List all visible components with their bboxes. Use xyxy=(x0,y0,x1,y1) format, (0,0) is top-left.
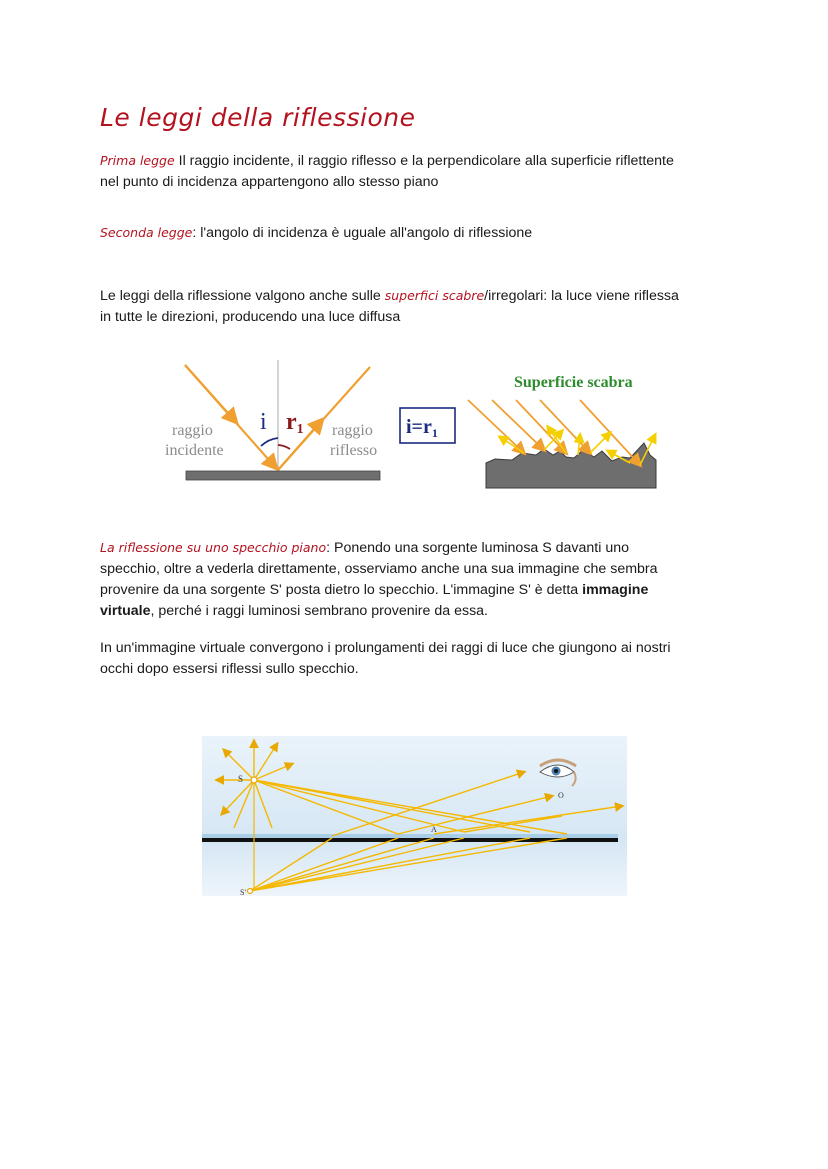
flat-surface xyxy=(186,471,380,480)
second-law-text: : l'angolo di incidenza è uguale all'angolo di riflessione xyxy=(192,225,533,241)
second-law-paragraph xyxy=(100,222,740,244)
virtual-image-label: S' xyxy=(240,888,246,896)
first-law-paragraph xyxy=(100,150,740,193)
incident-label-2: incidente xyxy=(165,442,224,459)
virtual-line1: In un'immagine virtuale convergono i prolungamenti dei raggi di luce che giungono ai nostri xyxy=(100,640,671,656)
source-label: S xyxy=(238,774,244,784)
first-law-text-1: Il raggio incidente, il raggio riflesso e la perpendicolare alla superficie riflettente xyxy=(174,153,674,169)
mirror-line1: : Ponendo una sorgente luminosa S davanti uno xyxy=(326,540,630,556)
rough-text-line2: in tutte le direzioni, producendo una luce diffusa xyxy=(100,309,401,325)
rough-surface-title: Superficie scabra xyxy=(514,374,633,391)
second-law-label: Seconda legge xyxy=(100,225,193,240)
page-title: Le leggi della riflessione xyxy=(100,103,416,132)
point-a-label: A xyxy=(431,825,437,834)
angle-i-label: i xyxy=(260,409,267,435)
reflected-label-1: raggio xyxy=(332,422,373,439)
rough-surface xyxy=(486,443,656,488)
mirror-bold-1: immagine xyxy=(582,582,649,598)
scattered-ray xyxy=(590,433,610,453)
rough-incident-ray xyxy=(516,400,566,453)
reflected-label-2: riflesso xyxy=(330,442,378,459)
scattered-ray xyxy=(548,427,566,453)
source-point xyxy=(251,777,257,783)
observer-label: O xyxy=(558,791,564,800)
rough-text-before: Le leggi della riflessione valgono anche sulle xyxy=(100,288,385,304)
angle-r-label: r1 xyxy=(286,409,304,437)
first-law-text-2: nel punto di incidenza appartengono allo stesso piano xyxy=(100,174,439,190)
mirror-line3: provenire da una sorgente S' posta dietro lo specchio. L'immagine S' è detta xyxy=(100,582,583,598)
equation-label: $i=r_1$ xyxy=(406,416,438,440)
angle-i-arc xyxy=(261,438,278,446)
virtual-image-paragraph xyxy=(100,638,740,680)
scattered-ray xyxy=(500,437,524,453)
rough-incident-ray xyxy=(540,400,590,453)
first-law-label: Prima legge xyxy=(100,153,175,168)
rough-highlight: superfici scabre xyxy=(384,288,485,303)
mirror-paragraph xyxy=(100,537,740,622)
scattered-ray xyxy=(578,435,580,455)
mirror-line4: , perché i raggi luminosi sembrano provenire da essa. xyxy=(150,603,488,619)
rough-text-after: /irregolari: la luce viene riflessa xyxy=(484,288,679,304)
mirror-bold-2: virtuale xyxy=(100,603,151,619)
mirror-line2: specchio, oltre a vederla direttamente, osserviamo anche una sua immagine che sembra xyxy=(100,561,658,577)
mirror-label: La riflessione su uno specchio piano xyxy=(100,540,327,555)
plane-mirror-diagram xyxy=(202,736,627,896)
rough-surface-paragraph xyxy=(100,285,760,328)
reflection-law-diagram xyxy=(150,355,670,495)
rough-incident-ray xyxy=(468,400,524,453)
virtual-line2: occhi dopo essersi riflessi sullo specchio. xyxy=(100,661,359,677)
virtual-image-point xyxy=(248,889,253,894)
rough-incident-ray xyxy=(492,400,544,450)
incident-label-1: raggio xyxy=(172,422,213,439)
angle-r-arc xyxy=(278,445,290,449)
front-region xyxy=(202,736,627,836)
